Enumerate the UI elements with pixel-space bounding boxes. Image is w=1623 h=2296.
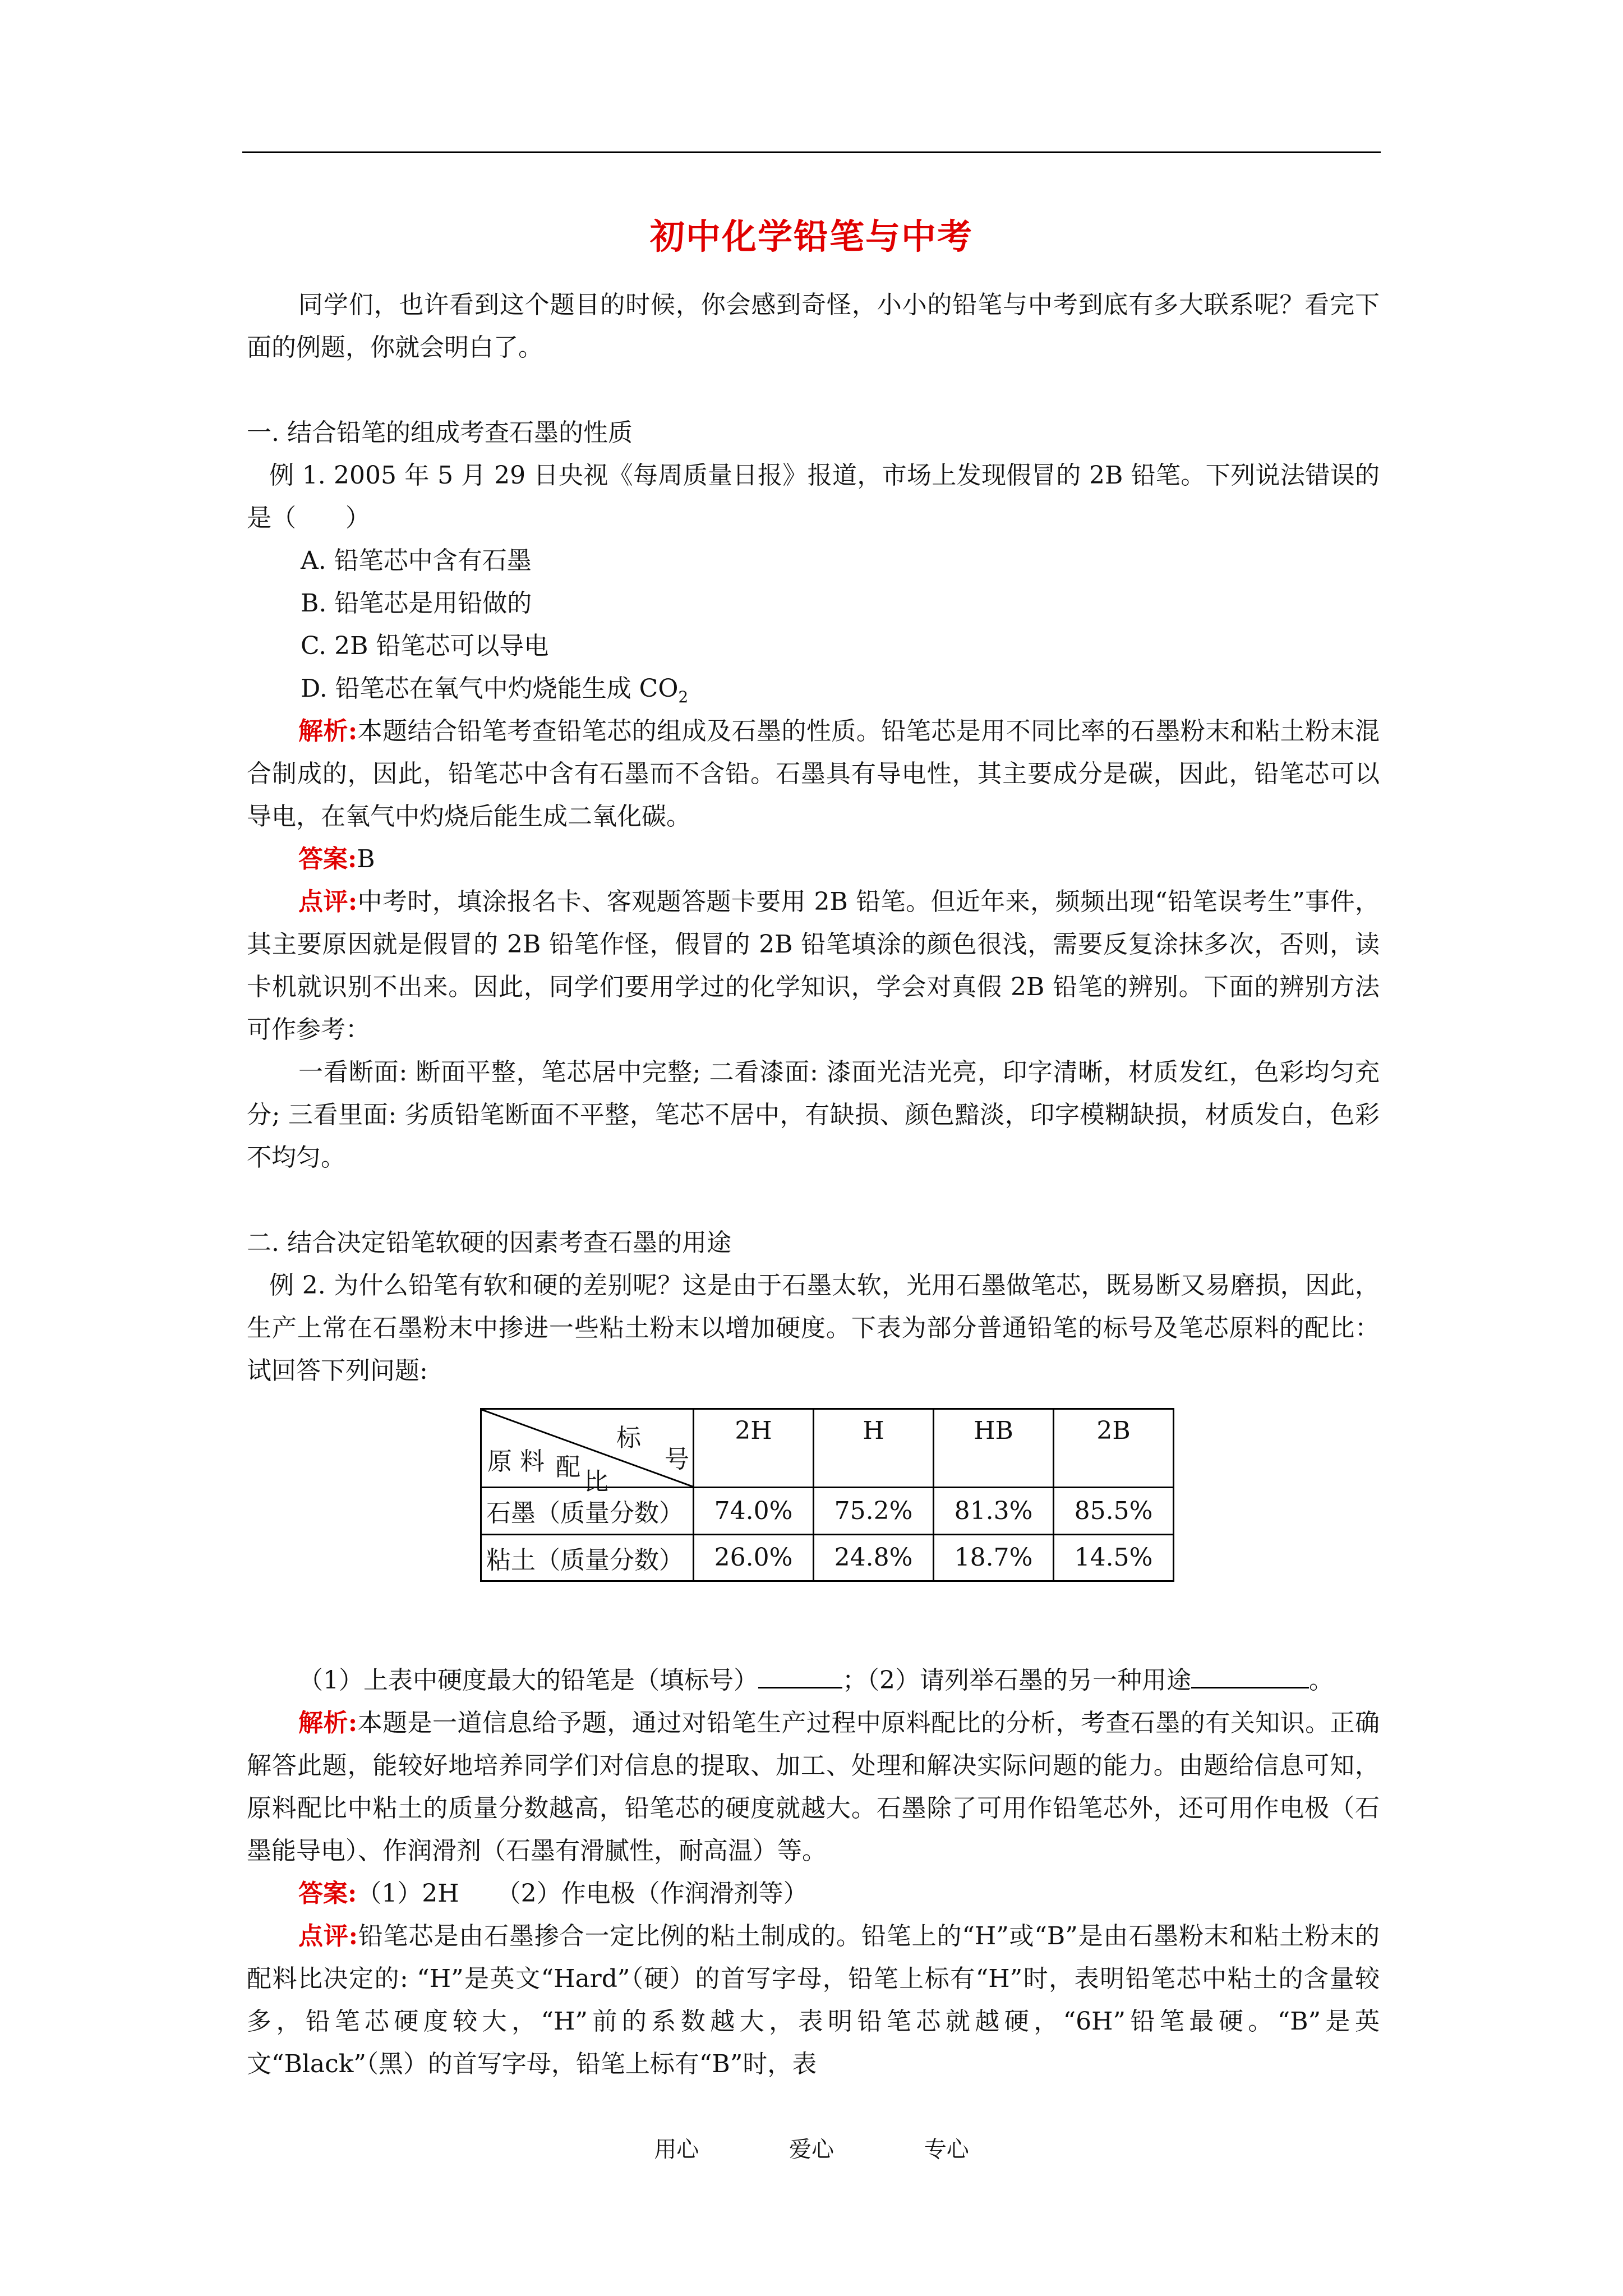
comment-text: 中考时，填涂报名卡、客观题答题卡要用 2B 铅笔。但近年来，频频出现“铅笔误考生”事件，其主要原因就是假冒的 2B 铅笔作怪，假冒的 2B 铅笔填涂的颜色很浅，需要反复涂抹多次，否则，读卡机就识别不出来。因此，同学们要用学过的化学知识，学会对真假 2B 铅笔的辨别。下面的辨别方法可作参考： bbox=[247, 887, 1380, 1044]
option-d-text: D. 铅笔芯在氧气中灼烧能生成 CO bbox=[301, 674, 679, 703]
table-cell: 24.8% bbox=[814, 1534, 934, 1581]
example2-question: 例 2. 为什么铅笔有软和硬的差别呢？这是由于石墨太软，光用石墨做笔芯，既易断又易磨损，因此，生产上常在石墨粉末中掺进一些粘土粉末以增加硬度。下表为部分普通铅笔的标号及笔芯原料的配比：试回答下列问题: bbox=[247, 1271, 1380, 1385]
answer-text: （1）2H （2）作电极（作润滑剂等） bbox=[357, 1879, 808, 1908]
pencil-ratio-table bbox=[480, 1408, 1174, 1582]
table-cell: 14.5% bbox=[1054, 1534, 1174, 1581]
example1-option-a: A. 铅笔芯中含有石墨 bbox=[301, 546, 532, 575]
co2-subscript: 2 bbox=[678, 688, 689, 706]
answer-label: 答案: bbox=[298, 1879, 357, 1908]
analysis-label: 解析: bbox=[298, 1709, 358, 1737]
subquestion-1: （1）上表中硬度最大的铅笔是（填标号） bbox=[298, 1666, 758, 1695]
example1-comment bbox=[247, 881, 1380, 1051]
example1-answer bbox=[247, 838, 1380, 881]
subquestion-end: 。 bbox=[1309, 1666, 1334, 1695]
table-cell: 75.2% bbox=[814, 1488, 934, 1535]
section2-heading: 二. 结合决定铅笔软硬的因素考查石墨的用途 bbox=[247, 1228, 731, 1257]
example1-analysis bbox=[247, 710, 1380, 838]
comment-label: 点评: bbox=[298, 1922, 358, 1950]
page-footer bbox=[0, 2132, 1623, 2164]
example2-analysis bbox=[247, 1702, 1380, 1872]
table-cell: 81.3% bbox=[934, 1488, 1054, 1535]
table-cell: 74.0% bbox=[694, 1488, 814, 1535]
example1-question: 例 1. 2005 年 5 月 29 日央视《每周质量日报》报道，市场上发现假冒的 2B 铅笔。下列说法错误的是（ ） bbox=[247, 461, 1380, 532]
analysis-label: 解析: bbox=[298, 717, 358, 746]
table-cell: 18.7% bbox=[934, 1534, 1054, 1581]
footer-text: 爱心 bbox=[789, 2137, 834, 2162]
analysis-text: 本题是一道信息给予题，通过对铅笔生产过程中原料配比的分析，考查石墨的有关知识。正确解答此题，能较好地培养同学们对信息的提取、加工、处理和解决实际问题的能力。由题给信息可知，原料配比中粘土的质量分数越高，铅笔芯的硬度就越大。石墨除了可用作铅笔芯外，还可用作电极（石墨能导电）、作润滑剂（石墨有滑腻性，耐高温）等。 bbox=[247, 1709, 1380, 1865]
header-rule bbox=[242, 151, 1381, 153]
comment-text: 铅笔芯是由石墨掺合一定比例的粘土制成的。铅笔上的“H”或“B”是由石墨粉末和粘土粉末的配料比决定的: “H”是英文“Hard”（硬）的首写字母，铅笔上标有“H”时，表明铅笔芯中粘土的含量较多，铅笔芯硬度较大，“H”前的系数越大，表明铅笔芯就越硬，“6H”铅笔最硬。“B”是英文“Black”（黑）的首写字母，铅笔上标有“B”时，表 bbox=[247, 1922, 1380, 2078]
corner-label-bi: 比 bbox=[584, 1467, 608, 1496]
page-title: 初中化学铅笔与中考 bbox=[649, 216, 973, 257]
row-label-graphite: 石墨（质量分数） bbox=[481, 1488, 694, 1535]
analysis-text: 本题结合铅笔考查铅笔芯的组成及石墨的性质。铅笔芯是用不同比率的石墨粉末和粘土粉末混合制成的，因此，铅笔芯中含有石墨而不含铅。石墨具有导电性，其主要成分是碳，因此，铅笔芯可以导电，在氧气中灼烧后能生成二氧化碳。 bbox=[247, 717, 1380, 831]
footer-text: 专心 bbox=[924, 2137, 969, 2162]
corner-label-hao: 号 bbox=[665, 1445, 689, 1474]
example1-method: 一看断面: 断面平整，笔芯居中完整; 二看漆面: 漆面光洁光亮，印字清晰，材质发红，色彩均匀充分; 三看里面: 劣质铅笔断面不平整，笔芯不居中，有缺损、颜色黯淡，印字模糊缺损，材质发白，色彩不均匀。 bbox=[247, 1058, 1380, 1172]
example2-answer bbox=[247, 1872, 1380, 1915]
example2-comment bbox=[247, 1915, 1380, 2086]
table-cell: 26.0% bbox=[694, 1534, 814, 1581]
intro-paragraph: 同学们，也许看到这个题目的时候，你会感到奇怪，小小的铅笔与中考到底有多大联系呢？看完下面的例题，你就会明白了。 bbox=[247, 291, 1380, 362]
example1-option-b: B. 铅笔芯是用铅做的 bbox=[301, 589, 532, 618]
comment-label: 点评: bbox=[298, 887, 358, 916]
answer-blank-1[interactable] bbox=[758, 1664, 842, 1688]
answer-blank-2[interactable] bbox=[1191, 1664, 1309, 1688]
table-header-row bbox=[481, 1409, 1174, 1488]
corner-label-yuanliao: 原 料 bbox=[487, 1447, 545, 1476]
column-header-h: H bbox=[814, 1409, 934, 1488]
example1-option-c: C. 2B 铅笔芯可以导电 bbox=[301, 632, 549, 660]
table-cell: 85.5% bbox=[1054, 1488, 1174, 1535]
example2-subquestions bbox=[247, 1659, 1380, 1702]
column-header-2b: 2B bbox=[1054, 1409, 1174, 1488]
footer-text: 用心 bbox=[654, 2137, 699, 2162]
column-header-2h: 2H bbox=[694, 1409, 814, 1488]
corner-label-pei: 配 bbox=[556, 1453, 580, 1481]
column-header-hb: HB bbox=[934, 1409, 1054, 1488]
row-label-clay: 粘土（质量分数） bbox=[481, 1534, 694, 1581]
table-corner-cell bbox=[481, 1409, 694, 1496]
section1-heading: 一. 结合铅笔的组成考查石墨的性质 bbox=[247, 418, 633, 447]
corner-label-biao: 标 bbox=[616, 1424, 641, 1452]
answer-text: B bbox=[357, 845, 375, 873]
table-row bbox=[481, 1534, 1174, 1581]
subquestion-2: ；（2）请列举石墨的另一种用途 bbox=[842, 1666, 1191, 1695]
answer-label: 答案: bbox=[298, 845, 357, 873]
